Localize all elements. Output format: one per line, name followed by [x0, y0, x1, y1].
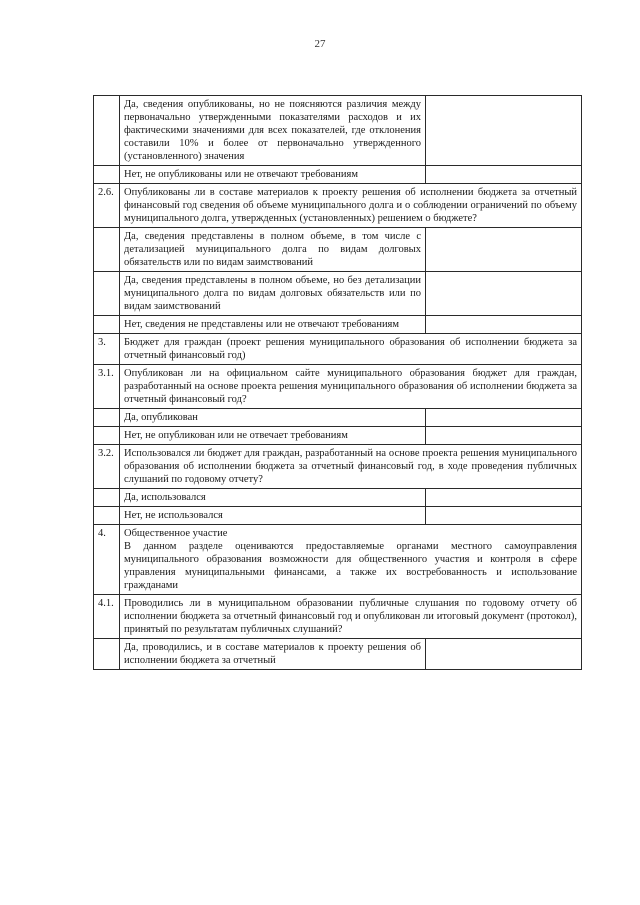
question-number: 3.2. [94, 445, 120, 489]
answer-row [94, 96, 582, 166]
score-cell [426, 96, 582, 166]
answer-option: Нет, не использовался [120, 507, 426, 525]
score-cell [426, 507, 582, 525]
question-row [94, 334, 582, 365]
empty-number-cell [94, 316, 120, 334]
score-cell [426, 272, 582, 316]
question-number: 4. [94, 525, 120, 595]
answer-option: Да, сведения представлены в полном объеме, но без детализации муниципального долга по видам долговых обязательств или по видам заимствований [120, 272, 426, 316]
answer-option: Да, использовался [120, 489, 426, 507]
empty-number-cell [94, 489, 120, 507]
score-cell [426, 166, 582, 184]
answer-option: Да, проводились, и в составе материалов к проекту решения об исполнении бюджета за отчетный [120, 639, 426, 670]
answer-option: Нет, не опубликован или не отвечает требованиям [120, 427, 426, 445]
question-number: 3. [94, 334, 120, 365]
empty-number-cell [94, 639, 120, 670]
answer-option: Да, опубликован [120, 409, 426, 427]
answer-row [94, 166, 582, 184]
question-text: Общественное участие В данном разделе оцениваются предоставляемые органами местного самоуправления муниципального образования возможности для общественного участия и контроля в сфере управления муниципальными финансами, а также их востребованность и использование гражданами [120, 525, 582, 595]
score-cell [426, 489, 582, 507]
empty-number-cell [94, 228, 120, 272]
answer-option: Да, сведения представлены в полном объеме, в том числе с детализацией муниципального долга по видам долговых обязательств или по видам заимствований [120, 228, 426, 272]
answer-option: Нет, сведения не представлены или не отвечают требованиям [120, 316, 426, 334]
score-cell [426, 316, 582, 334]
answer-row [94, 316, 582, 334]
question-row [94, 365, 582, 409]
answer-row [94, 427, 582, 445]
question-row [94, 525, 582, 595]
question-row [94, 184, 582, 228]
empty-number-cell [94, 272, 120, 316]
question-number: 4.1. [94, 595, 120, 639]
answer-row [94, 409, 582, 427]
page-number: 27 [314, 38, 326, 50]
question-number: 3.1. [94, 365, 120, 409]
score-cell [426, 228, 582, 272]
answer-row [94, 639, 582, 670]
questionnaire-table [93, 95, 582, 670]
answer-option: Нет, не опубликованы или не отвечают требованиям [120, 166, 426, 184]
question-text: Использовался ли бюджет для граждан, разработанный на основе проекта решения муниципального образования об исполнении бюджета за отчетный финансовый год, в ходе проведения публичных слушаний по годовому отчету? [120, 445, 582, 489]
empty-number-cell [94, 409, 120, 427]
answer-option: Да, сведения опубликованы, но не поясняются различия между первоначально утвержденными показателями расходов и их фактическими значениями для всех показателей, где отклонения составили 10% и более от первоначально утвержденного (установленного) значения [120, 96, 426, 166]
question-number: 2.6. [94, 184, 120, 228]
empty-number-cell [94, 507, 120, 525]
answer-row [94, 489, 582, 507]
question-row [94, 445, 582, 489]
answer-row [94, 228, 582, 272]
question-text: Бюджет для граждан (проект решения муниципального образования об исполнении бюджета за отчетный финансовый год) [120, 334, 582, 365]
score-cell [426, 409, 582, 427]
score-cell [426, 639, 582, 670]
answer-row [94, 507, 582, 525]
empty-number-cell [94, 166, 120, 184]
question-text: Опубликован ли на официальном сайте муниципального образования бюджет для граждан, разработанный на основе проекта решения муниципального образования об исполнении бюджета за отчетный финансовый год? [120, 365, 582, 409]
answer-row [94, 272, 582, 316]
question-text: Опубликованы ли в составе материалов к проекту решения об исполнении бюджета за отчетный финансовый год сведения об объеме муниципального долга и о соблюдении ограничений по объему муниципального долга, утвержденных (установленных) решением о бюджете? [120, 184, 582, 228]
question-row [94, 595, 582, 639]
score-cell [426, 427, 582, 445]
empty-number-cell [94, 427, 120, 445]
question-text: Проводились ли в муниципальном образовании публичные слушания по годовому отчету об исполнении бюджета за отчетный финансовый год и опубликован ли итоговый документ (протокол), принятый по результатам публичных слушаний? [120, 595, 582, 639]
empty-number-cell [94, 96, 120, 166]
